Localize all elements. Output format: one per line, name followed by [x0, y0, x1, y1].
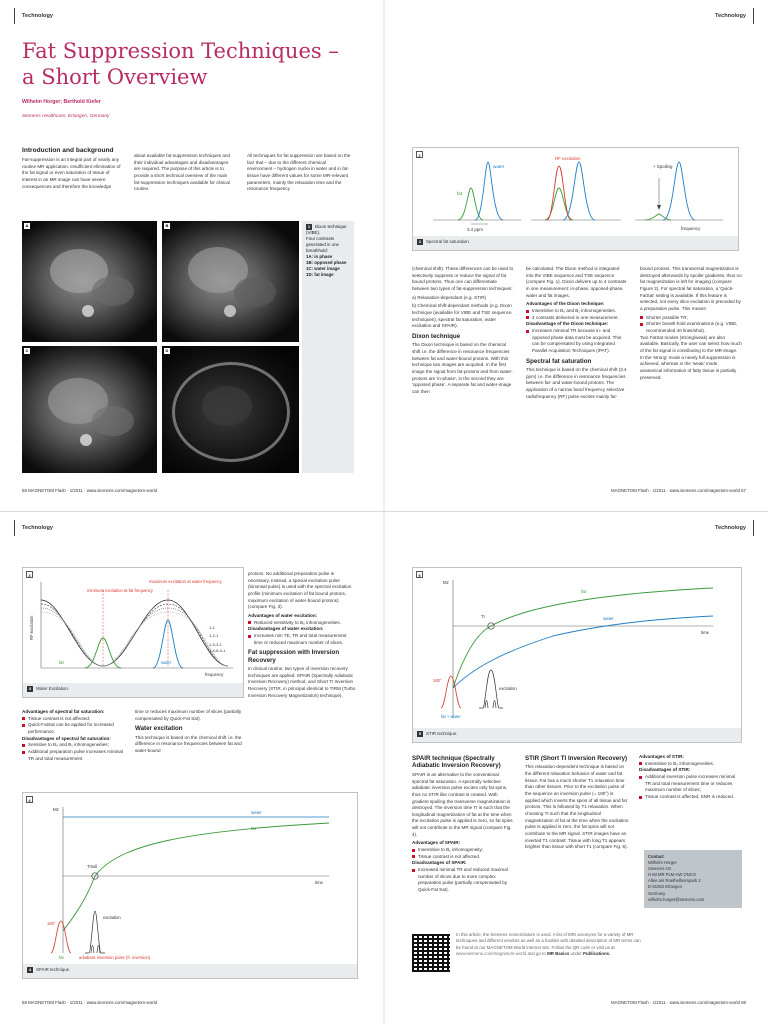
stir-advantages-list: [639, 761, 742, 768]
mri-image-opposed-phase: [162, 221, 299, 342]
spair-disadvantages-list: [412, 867, 515, 894]
page-marker: [14, 520, 15, 536]
text: b) Chemical shift-dependant methods (e.g. Dixon technique (available for VIBE and TSE sequence techniques), spectral fat saturation, water excitation and SPAIR).: [412, 303, 512, 329]
list-item: Tissue contrast is not affected;: [22, 716, 130, 723]
contact-line: Wilhelm Horger: [648, 860, 677, 866]
stir-disadvantages-list: [639, 774, 742, 801]
text: bound protons. This transversal magnetization is destroyed afterwards by spoiler gradients, thus no fat magnetization is left for imaging (compare Figure 2). For spectral fat saturation, a 'Quick-FatSat' setting is available. If this feature is selected, not every slice excitation is preceded by a preparation pulse. This means:: [640, 266, 742, 311]
rf-excitation-peak: [547, 166, 571, 220]
list-item: Tissue contrast is affected, SNR is reduced.: [639, 794, 742, 801]
figure-4-caption-text: SPAIR technique.: [36, 967, 71, 973]
list-item: Insensitive to B₀ inhomogeneities.: [639, 761, 742, 768]
page-footer: 58 MAGNETOM Flash · 1/2011 · www.siemens.com/magnetom-world: [22, 999, 158, 1005]
caption-line: 1D: fat image: [306, 271, 334, 277]
p59-column-2: [525, 752, 629, 853]
fat-label: fat: [59, 660, 64, 665]
text: In clinical routine, two types of inversion recovery techniques are applied: SPAIR (Spectrally Adiabatic Inversion Recovery) method, and Short TI Inversion Recovery (STIR, in principal identical to TIRM (Turbo Inversion Recovery Magnetization) technique).: [248, 666, 356, 698]
contact-line: Siemens AG: [648, 866, 672, 872]
tinull-label: TInull: [87, 864, 98, 869]
water-label: water: [493, 164, 505, 169]
subheading: Advantages of STIR:: [639, 754, 684, 759]
magnetom-world-link[interactable]: www.siemens.com/magnetom-world: [456, 951, 527, 957]
subheading: Disadvantages of STIR:: [639, 767, 691, 773]
p58-column-3: [248, 571, 356, 701]
text: The Dixon technique is based on the chemical shift i.e. the difference in resonance frequencies between fat and water-bound protons. With this technique two images are acquired. In the first image the signal from fat-protons and from water-protons are 'in-phase', in the second they are 'opposed phase'. A separate fat and water-image can then: [412, 342, 513, 394]
water-peak: [563, 162, 595, 220]
binomial-label: 1-4-6-4-1: [209, 648, 226, 653]
figure-4-caption: [23, 964, 357, 978]
figure-2-spectral-fat-saturation: [412, 147, 739, 251]
intro-column-1: [22, 147, 122, 192]
text: (chemical shift). These differences can be used to selectively suppress or reduce the signal of fat bound protons. Thus one can differentiate between two types of fat-suppression techniques:: [412, 266, 514, 291]
dixon-advantages-list: [526, 308, 628, 321]
max-exc-label: maximum excitation at water frequency: [149, 579, 222, 584]
frequency-label: frequency: [681, 226, 701, 231]
rf-label: RF excitation: [555, 156, 581, 161]
water-label: water: [251, 810, 262, 815]
fat-small-label: fat: [59, 955, 64, 960]
ti-label: TI: [481, 614, 485, 619]
intro-text-1: Fat-suppression is an integral part of nearly any routine MR application. Insufficient elimination of the fat signal or even saturation of tissue of interest in an MR image can have severe consequences and therefore the knowledge: [22, 156, 121, 189]
mri-image-fat: [162, 346, 299, 473]
water-excitation-heading: Water excitation: [135, 725, 183, 733]
subheading: Advantages of SPAIR:: [412, 840, 461, 846]
text: This technique is based on the chemical shift (3.4 ppm) i.e. the difference in resonance frequencies between fat- and water-bound protons. The application of a narrow band frequency selective radiofrequency (RF) pulse excites mainly fat-: [526, 366, 627, 399]
affiliation: Siemens Healthcare, Erlangen, Germany: [22, 114, 110, 119]
text: be calculated. The Dixon method is integrated into the VIBE sequence and TSE sequence (compare Fig. 1). Dixon delivers up to 4 contrasts in one measurement: in-phase, opposed-phase, water and fat images.: [526, 266, 627, 298]
binomial-label: 1-2-1: [209, 633, 219, 638]
figure-3-tag: 3: [26, 571, 33, 578]
page-59: [384, 512, 768, 1024]
caption-line: Four contrasts generated in one breathhold:: [306, 236, 339, 253]
fat-label: fat: [251, 826, 256, 831]
spair-advantages-list: [412, 847, 515, 860]
dixon-disadvantages-list: [526, 328, 628, 355]
text: a) Relaxation-dependant (e.g. STIR): [412, 294, 487, 300]
ylabel: RF excitation: [29, 615, 34, 640]
list-item: Increases min TE, TR and total measurement time or reduced maximum number of slices.: [248, 633, 356, 646]
figure-2-tag: 2: [416, 151, 423, 158]
page-57: [384, 0, 768, 512]
list-item: Shorter possible TR;: [640, 315, 742, 322]
subheading: Advantages of water excitation:: [248, 612, 318, 618]
list-item: Quick-FatSat can be applied for increased performance.: [22, 722, 130, 735]
article-title: [22, 38, 339, 91]
intro-text-2: about available fat-suppression techniques and their individual advantages and disadvantages are required. The purpose of this article is to provide a short technical overview of the main fat-suppression techniques available for clinical routine.: [134, 153, 231, 192]
qr-text: and go to: [527, 951, 546, 957]
mr-basics-link[interactable]: MR Basics: [547, 951, 570, 957]
text: time or reduces maximum number of slices (partially compensated by Quick-Fat Sat).: [135, 709, 242, 721]
page-marker: [753, 520, 754, 536]
intro-column-3: [247, 153, 351, 195]
figure-4-spair: [22, 792, 358, 979]
p58-column-2: [135, 709, 243, 757]
fat-label: fat: [457, 191, 463, 196]
text: Two FatSat modes (strong/weak) are also available. Basically, the user can select how much of the fat signal is contributing to the MR-image. In the 'strong' mode a nearly full suppression is achieved, whereas in the 'weak' mode, anatomical information of fatty tissue is partially preserved.: [640, 334, 742, 380]
figure-5-stir: [412, 567, 742, 743]
p58-column-1: [22, 709, 130, 762]
water-label: water: [161, 660, 172, 665]
section-label: Technology: [22, 525, 53, 531]
list-item: Additional preparation pulse increases minimal TR and total measurement: [22, 749, 130, 762]
title-line-1: Fat Suppression Techniques –: [22, 39, 339, 63]
intro-column-2: [134, 153, 234, 195]
figure-3-caption: [23, 683, 243, 697]
list-item: 4 contrasts delivered in one measurement.: [526, 315, 628, 322]
contact-email[interactable]: wilhelm.horger@siemens.com: [648, 896, 705, 902]
publications-link[interactable]: Publications.: [582, 951, 611, 957]
page-footer: MAGNETOM Flash · 1/2011 · www.siemens.com/magnetom-world 57: [610, 487, 746, 493]
p59-column-3: [639, 754, 742, 801]
caption-line: 1C: water image: [306, 265, 340, 271]
list-item: Additional inversion pulse increases minimal TR and total measurement time or reduces maximum number of slices;: [639, 774, 742, 794]
subheading: Disadvantages of water excitation:: [248, 626, 324, 632]
deg180-label: 180°: [47, 921, 56, 926]
list-item: Insensitive to B₀ and B₁ inhomogeneities.: [526, 308, 628, 315]
p57-column-1: [412, 266, 514, 398]
figure-3-diagram: [23, 568, 245, 681]
text: This technique is based on the chemical shift i.e. the difference in resonance frequencies between fat and water-bound: [135, 734, 242, 754]
adiabatic-label: adiabatic inversion pulse (fr. inversion): [79, 955, 151, 960]
list-item: Insensitive to B₁ inhomogeneity;: [412, 847, 515, 854]
figure-2-badge: 2: [418, 239, 422, 244]
mri-image-in-phase: [22, 221, 157, 342]
mz-label: Mz: [53, 807, 59, 812]
text: This relaxation-dependent technique is based on the different relaxation behavior of water and fat tissue. Fat has a much shorter T1 relaxation time than other tissues. Prior to the excitation pulse of the sequence an inversion pulse (= 180°) is applied which inverts the spins of all tissue and fat protons. This is followed by T1 relaxation. When choosing TI such that the longitudinal magnetization of fat at the time when the excitation pulse is applied is zero, the fat spins will not contribute to the MR signal. STIR images have an inverted T1 contrast: Tissue with long T1 appears brighter than tissue with short T1 (compare Fig. 5).: [525, 764, 629, 850]
intro-heading: Introduction and background: [22, 147, 114, 154]
image-tag-d: D: [165, 348, 169, 353]
page-footer: 56 MAGNETOM Flash · 1/2011 · www.siemens.com/magnetom-world: [22, 487, 158, 493]
image-tag-a: A: [25, 223, 29, 228]
figure-5-caption: [413, 728, 741, 742]
qr-text: In this article, the Siemens nomenclature is used. A list of MRI acronyms for a variety of MR techniques and different vendors as well as a booklet with detailed description of MR terms can be found at our MAGNETOM World internet site. Follow the QR code or visit us at: [456, 932, 641, 950]
ppm-label: 3.4 ppm: [467, 227, 483, 232]
contact-line: Germany: [648, 890, 666, 896]
spread-pages-58-59: [0, 512, 768, 1024]
water-disadvantages-list: [248, 633, 356, 646]
page-footer: MAGNETOM Flash · 1/2011 · www.siemens.com/magnetom-world 59: [610, 999, 746, 1005]
contact-line: Allee am Roethelheimpark 2: [648, 878, 701, 884]
list-item: Sensitive to B₀ and B₁ inhomogeneities;: [22, 742, 130, 749]
page-marker: [753, 8, 754, 24]
text: protons. No additional preparation pulse is necessary. Instead, a special excitation pulse (binomial pulse) is used with the spectral excitation profile (minimum excitation of fat bound protons, maximum excitation of water-bound protons) (compare Fig. 3).: [248, 571, 352, 610]
spectral-heading: Spectral fat saturation: [526, 357, 592, 365]
contact-box: [644, 850, 742, 908]
caption-line: 1A: in phase: [306, 253, 333, 259]
figure-3-caption-text: Water Excitation.: [36, 686, 70, 692]
p57-column-3: [640, 266, 742, 383]
excitation-label: excitation: [103, 915, 121, 920]
figure-5-badge: 5: [418, 731, 422, 736]
figure-5-caption-text: STIR technique.: [426, 731, 458, 737]
qr-note: [456, 932, 641, 958]
contact-line: H IM MR PLM-AW ONCO: [648, 872, 696, 878]
qr-code[interactable]: [412, 934, 450, 972]
section-label: Technology: [22, 13, 53, 19]
figure-5-diagram: [413, 568, 743, 726]
time-label: time: [315, 880, 323, 885]
deg180-label: 180°: [433, 678, 442, 683]
contact-title: Contact: [648, 854, 664, 859]
binomial-label: 1-3-3-1: [209, 642, 222, 647]
image-tag-b: B: [165, 223, 169, 228]
binomial-label: 1-1: [209, 625, 215, 630]
page-marker: [14, 8, 15, 24]
list-item: Reduced sensitivity to B₀ inhomogeneities.: [248, 620, 356, 627]
figure-2-caption: [413, 236, 738, 250]
subheading: Disadvantages of spectral fat saturation:: [22, 735, 111, 741]
dixon-heading: Dixon technique: [412, 332, 461, 340]
list-item: Increased minimal TR and reduced maximal number of slices due to more complex preparation pulse (partially compensated by Quick-Fat Sat).: [412, 867, 515, 894]
figure-5-tag: 5: [416, 571, 423, 578]
water-peak: [475, 162, 503, 220]
water-advantages-list: [248, 620, 356, 627]
title-line-2: a Short Overview: [22, 65, 208, 90]
figure-2-diagram: [413, 148, 740, 234]
fat-peak: [545, 188, 573, 220]
mz-label: Mz: [443, 580, 449, 585]
subheading: Disadvantage of the Dixon technique:: [526, 321, 609, 327]
excitation-label: excitation: [499, 686, 517, 691]
section-label: Technology: [715, 13, 746, 19]
p57-column-2: [526, 266, 628, 402]
list-item: Shorter breath-hold examinations (e.g. VIBE, recommended 40 lines/shot).: [640, 321, 742, 334]
list-item: Tissue contrast is not affected.: [412, 854, 515, 861]
figure-4-badge: 4: [28, 967, 32, 972]
quick-fatsat-list: [640, 315, 742, 335]
ir-heading: Fat suppression with Inversion Recovery: [248, 649, 340, 664]
intro-text-3: All techniques for fat suppression are based on the fact that – due to the different chemical environment – hydrogen nuclei in water and in fat-tissue have different values for some MR-relevant parameters, mainly the relaxation time and the resonance frequency: [247, 153, 351, 192]
section-label: Technology: [715, 525, 746, 531]
figure-1-number: 1: [307, 224, 311, 229]
time-label: time: [701, 630, 709, 635]
caption-line: 1B: opposed phase: [306, 259, 347, 265]
subheading: Advantages of the Dixon technique:: [526, 301, 605, 307]
fat-water-label: fat + water: [441, 714, 461, 719]
figure-3-water-excitation: [22, 567, 244, 698]
excitation-pulse: [85, 911, 105, 953]
frequency-label: frequency: [205, 672, 224, 677]
p59-column-1: [412, 752, 515, 894]
list-item: Increases minimal TR because in- and opposed phase data must be acquired. This can be compensated by using integrated Parallel Acquisition Techniques (iPAT).: [526, 328, 628, 355]
figure-4-tag: 4: [26, 796, 33, 803]
contact-line: D-91052 Erlangen: [648, 884, 682, 890]
authors: Wilhelm Horger; Berthold Kiefer: [22, 99, 101, 105]
page-58: [0, 512, 384, 1024]
figure-4-diagram: [23, 793, 359, 961]
spectral-advantages-list: [22, 716, 130, 736]
qr-text: under: [570, 951, 582, 957]
spair-heading: SPAIR technique (Spectrally Adiabatic Inversion Recovery): [412, 755, 501, 770]
inversion-pulse: [441, 676, 461, 708]
subheading: Disadvantages of SPAIR:: [412, 860, 467, 866]
fat-label: fat: [581, 589, 586, 594]
page-56: [0, 0, 384, 512]
text: SPAIR is an alternative to the conventional spectral fat saturation. A spectrally selective adiabatic inversion pulse excites only fat spins, thus no STIR like contrast is created. With gradient spoiling the transverse magnetization is destroyed. The inversion time TI is such that the longitudinal magnetization of fat at the time when the excitation pulse is applied is zero, so fat spins will not contribute to the MR signal (compare Fig. 4).: [412, 771, 513, 837]
spectral-disadvantages-list: [22, 742, 130, 762]
arrow-head: [657, 205, 661, 210]
fat-recovery-curve: [453, 588, 713, 688]
figure-1-caption: [302, 221, 354, 473]
spoiling-label: + Spoiling: [653, 164, 673, 169]
figure-2-caption-text: Spectral fat saturation.: [426, 239, 470, 245]
water-recovery-curve: [453, 616, 713, 688]
water-label: water: [603, 616, 614, 621]
binomial-1-4-6-4-1-curve: [41, 612, 228, 666]
water-peak: [663, 162, 695, 220]
mri-image-water: [22, 346, 157, 473]
stir-heading: STIR (Short TI Inversion Recovery): [525, 755, 628, 762]
image-tag-c: C: [25, 348, 29, 353]
caption-line: Dixon technique (VIBE).: [306, 224, 347, 236]
subheading: Advantages of spectral fat saturation:: [22, 709, 105, 714]
min-exc-label: minimum excitation at fat frequency: [87, 588, 153, 593]
figure-3-badge: 3: [28, 686, 32, 691]
